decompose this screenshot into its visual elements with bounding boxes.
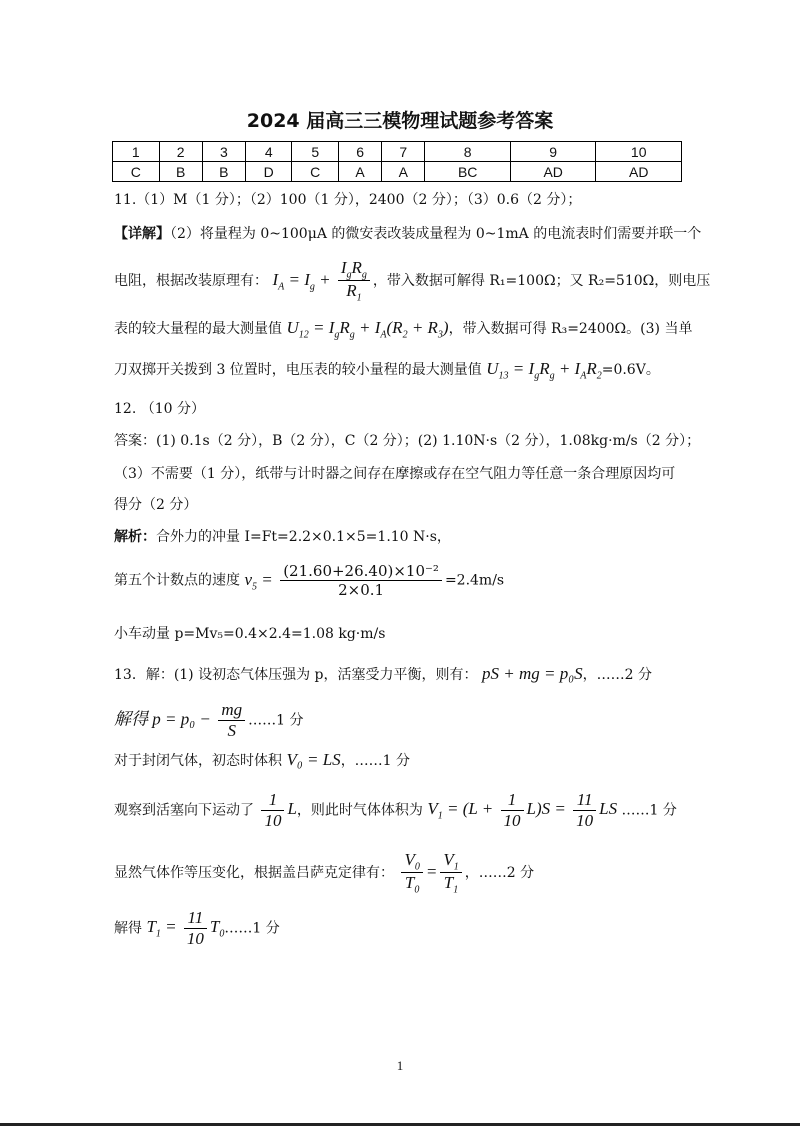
answer-cell: B [159,162,202,182]
answer-cell: A [338,162,381,182]
formula-ia: $I_A = I_g$ + $\frac{I_gR_g}{R_1}$ [272,270,372,289]
velocity-numerator: (21.60+26.40)×10⁻² [280,562,442,581]
page-bottom-edge [0,1123,800,1126]
q11-detail-line-2 [114,258,710,304]
q13-line-3 [114,750,410,770]
question-number-cell: 5 [292,142,339,162]
q13-formula-6: $T_1$ = $\frac{11}{10}$ $T_0$ [146,908,225,948]
v5-symbol: $v_5$ = [244,569,273,592]
detail-text-1: （2）将量程为 0~100μA 的微安表改装成量程为 0~1mA 的电流表时们需要并联一个 [170,226,702,242]
answer-table-answer-row [113,162,682,182]
q13-fraction-mg-s [218,700,245,741]
q13-fraction-den: S [227,721,236,740]
q13-line-5 [114,850,534,896]
q13-fraction-num: mg [218,700,245,721]
q11-detail-line-4 [114,359,660,381]
question-number-cell: 6 [338,142,381,162]
question-number-cell: 2 [159,142,202,162]
detail-text-3b: ，带入数据可得 R₃=2400Ω。(3) 当单 [448,321,693,337]
q13-text-1c: ，……2 分 [582,667,652,683]
answer-cell: AD [596,162,682,182]
question-number-cell: 8 [425,142,511,162]
q13-equation-1: pS + mg = p₀S [481,664,583,683]
velocity-fraction [280,562,442,599]
question-number-cell: 10 [596,142,682,162]
q12-velocity-line [114,562,504,599]
q13-text-3a: 对于封闭气体，初态时体积 [114,753,282,769]
answer-table [112,141,682,182]
question-number-cell: 3 [202,142,245,162]
question-number-cell: 9 [510,142,596,162]
formula-u12: $U_{12} = I_gR_g + I_A(R_2 + R_3)$ [286,318,449,341]
answer-cell: C [292,162,339,182]
q13-formula-4b: $V_1 = (L$ + $\frac{1}{10}$ L)S = $\frac{11}{10}$ LS [427,790,618,830]
answer-cell: B [202,162,245,182]
q13-text-5c: ，……2 分 [464,864,535,881]
q13-line-2 [114,700,303,741]
detail-text-2a: 电阻，根据改装原理有： [114,272,268,289]
q13-formula-5: $\frac{V_0}{T_0}$ = $\frac{V_1}{T_1}$ [398,862,464,881]
answer-cell: D [245,162,292,182]
q12-momentum-line: 小车动量 p=Mv₅=0.4×2.4=1.08 kg·m/s [114,626,386,642]
question-number-cell: 4 [245,142,292,162]
answer-cell: C [113,162,160,182]
question-number-cell: 7 [382,142,425,162]
velocity-result: =2.4m/s [444,572,505,589]
q12-heading: 12. （10 分） [114,401,205,417]
q13-line-6 [114,908,280,949]
q13-line-4 [114,790,677,831]
q13-text-5a: 显然气体作等压变化，根据盖吕萨克定律有： [114,864,394,881]
q13-formula-4a: $\frac{1}{10}$ L [258,799,296,818]
answer-cell: BC [425,162,511,182]
question-number-cell: 1 [113,142,160,162]
q13-text-6c: ……1 分 [224,920,280,937]
q13-text-2a: 解得 p = p₀ − [114,709,211,729]
analysis-text: 合外力的冲量 I=Ft=2.2×0.1×5=1.10 N·s， [156,529,451,545]
q13-text-6a: 解得 [114,920,142,937]
analysis-label: 解析： [114,529,156,545]
detail-text-4b: =0.6V。 [601,362,660,378]
q13-text-4c: ……1 分 [621,802,677,819]
q13-equation-3: V₀ = LS [286,750,341,769]
q13-text-4a: 观察到活塞向下运动了 [114,802,254,819]
velocity-denominator: 2×0.1 [338,581,385,599]
q13-text-3c: ，……1 分 [340,753,411,769]
q11-detail-line-1 [114,223,701,243]
q12-analysis-line [114,526,451,546]
q12-answer-line-2: （3）不需要（1 分），纸带与计时器之间存在摩擦或存在空气阻力等任意一条合理原因均可 [114,466,676,482]
answer-cell: AD [510,162,596,182]
q13-text-2b: ……1 分 [248,712,304,729]
formula-u13: $U_{13} = I_gR_g + I_AR_2$ [486,359,602,382]
q13-text-1a: 13．解：(1) 设初态气体压强为 p，活塞受力平衡，则有： [114,667,478,683]
page-number: 1 [396,1058,404,1073]
answer-cell: A [382,162,425,182]
velocity-label: 第五个计数点的速度 [114,572,240,589]
page-title: 2024 届高三三模物理试题参考答案 [246,110,554,132]
q13-line-1 [114,664,652,684]
detail-label: 【详解】 [114,226,170,242]
q12-answer-line-1: 答案：(1) 0.1s（2 分），B（2 分），C（2 分）；(2) 1.10N·s（2 分），1.08kg·m/s（2 分）； [114,433,701,449]
q11-answer-line: 11.（1）M（1 分）；（2）100（1 分），2400（2 分）；（3）0.6（2 分）； [114,192,582,208]
detail-text-3a: 表的较大量程的最大测量值 [114,321,282,337]
q12-answer-line-3: 得分（2 分） [114,497,198,513]
detail-text-2b: ，带入数据可解得 R₁=100Ω；又 R₂=510Ω，则电压 [372,272,711,289]
detail-text-4a: 刀双掷开关拨到 3 位置时，电压表的较小量程的最大测量值 [114,362,482,378]
q13-text-4b: ，则此时气体体积为 [296,802,423,819]
answer-table-number-row [113,142,682,162]
q11-detail-line-3 [114,318,692,340]
